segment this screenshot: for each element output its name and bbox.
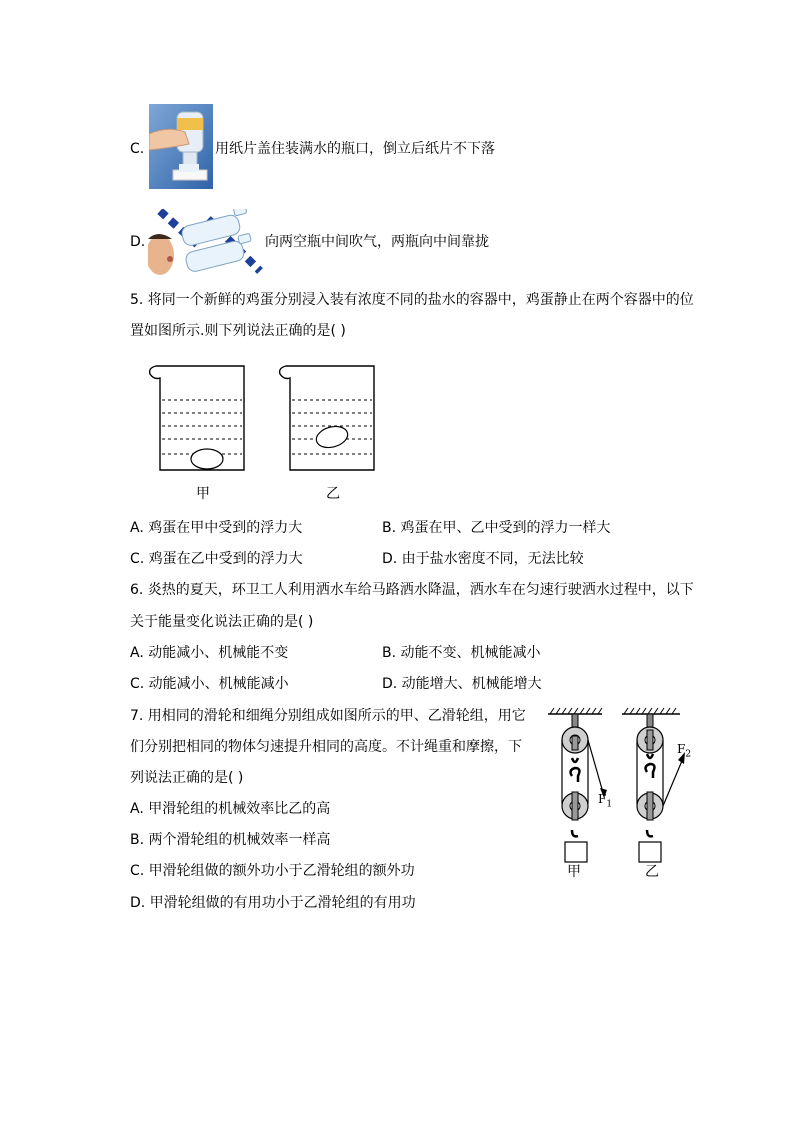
option-c-text: 用纸片盖住装满水的瓶口，倒立后纸片不下落 — [215, 141, 495, 157]
q6-stem-line2: 关于能量变化说法正确的是( ) — [130, 614, 314, 630]
option-c-label: C. — [130, 141, 145, 157]
q7-option-d: D. 甲滑轮组做的有用功小于乙滑轮组的有用功 — [130, 895, 416, 911]
pulley-right-label: 乙 — [645, 864, 659, 880]
q5-option-a: A. 鸡蛋在甲中受到的浮力大 — [130, 520, 303, 536]
q5-stem-line1: 5. 将同一个新鲜的鸡蛋分别浸入装有浓度不同的盐水的容器中，鸡蛋静止在两个容器中的位 — [130, 292, 694, 308]
q5-option-d: D. 由于盐水密度不同，无法比较 — [382, 551, 584, 567]
q6-option-c: C. 动能减小、机械能减小 — [130, 676, 289, 692]
force-f2-label: $F_2$ — [677, 742, 692, 760]
q6-option-a: A. 动能减小、机械能不变 — [130, 645, 289, 661]
q7-option-c: C. 甲滑轮组做的额外功小于乙滑轮组的额外功 — [130, 863, 415, 879]
beaker-right-label: 乙 — [326, 486, 340, 502]
egg-left — [191, 449, 223, 469]
two-bottles-blowing-photo — [148, 209, 264, 276]
q7-stem-line2: 们分别把相同的物体匀速提升相同的高度。不计绳重和摩擦，下 — [130, 739, 522, 755]
pulley-systems-figure — [544, 706, 694, 882]
egg-right — [314, 423, 350, 451]
bottle-inverted-photo — [149, 104, 213, 189]
option-d-label: D. — [130, 234, 146, 250]
beaker-left-label: 甲 — [196, 486, 210, 502]
q7-option-b: B. 两个滑轮组的机械效率一样高 — [130, 832, 331, 848]
option-d-text: 向两空瓶中间吹气，两瓶向中间靠拢 — [265, 234, 489, 250]
q7-stem-line3: 列说法正确的是( ) — [130, 770, 244, 786]
q6-stem-line1: 6. 炎热的夏天，环卫工人利用洒水车给马路洒水降温，洒水车在匀速行驶洒水过程中，以下 — [130, 582, 694, 598]
q6-option-b: B. 动能不变、机械能减小 — [382, 645, 541, 661]
q7-stem-line1: 7. 用相同的滑轮和细绳分别组成如图所示的甲、乙滑轮组，用它 — [130, 708, 526, 724]
q7-option-a: A. 甲滑轮组的机械效率比乙的高 — [130, 801, 331, 817]
force-f1-label: $F_1$ — [598, 792, 613, 810]
q5-option-c: C. 鸡蛋在乙中受到的浮力大 — [130, 551, 303, 567]
q5-stem-line2: 置如图所示.则下列说法正确的是( ) — [130, 323, 346, 339]
q6-option-d: D. 动能增大、机械能增大 — [382, 676, 542, 692]
pulley-left-label: 甲 — [567, 864, 581, 880]
q5-option-b: B. 鸡蛋在甲、乙中受到的浮力一样大 — [382, 520, 611, 536]
beakers-figure — [140, 360, 380, 480]
